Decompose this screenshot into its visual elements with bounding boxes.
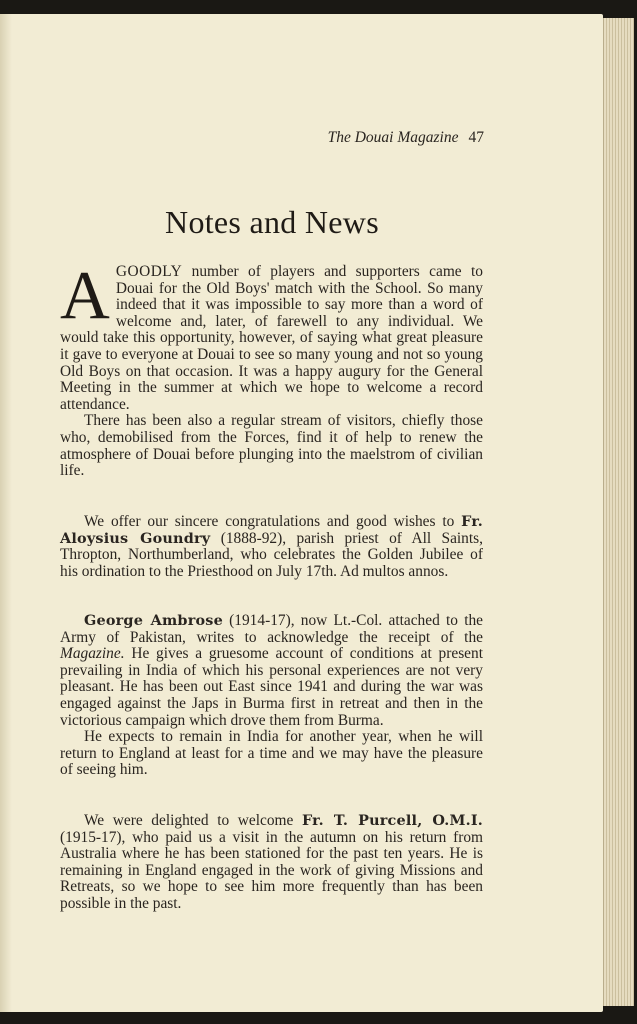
lead-word: GOODLY [115, 263, 183, 280]
paragraph-text: He gives a gruesome account of conditions at present prevailing in India of which his personal experiences are not very pleasant. He has been out East since 1941 and during the war was engaged against the Japs in Burma first in retreat and then in the victorious campaign which drove them from Burma. [60, 645, 483, 729]
paragraph-text: (1915-17), who paid us a visit in the autumn on his return from Australia where he has been stationed for the past ten years. He is remaining in England engaged in the work of giving Missions and Retreats, so we hope to see him more frequently than has been possible in the past. [60, 828, 483, 912]
section-old-boys-match [60, 257, 483, 480]
paragraph-text: (1888-92), parish priest of All Saints, Thropton, Northumberland, who celebrates the Golden Jubilee of his ordination to the Priesthood on July 17th. Ad multos annos. [60, 529, 483, 580]
paragraph-text: We offer our sincere congratulations and good wishes to [84, 513, 462, 530]
section-purcell-visit [60, 813, 483, 913]
section-george-ambrose [60, 613, 483, 779]
magazine-name: The Douai Magazine [327, 129, 459, 146]
paragraph-text: We were delighted to welcome [84, 812, 302, 829]
paragraph: There has been also a regular stream of visitors, chiefly those who, demobilised from the Forces, find it of help to renew the atmosphere of Douai before plunging into the maelstrom of civilian life. [60, 412, 483, 480]
paragraph-text: number of players and supporters came to Douai for the Old Boys' match with the School. So many indeed that it was impossible to say more than a word of welcome and, later, of farewell to any individual. We would take this opportunity, however, of saying what great pleasure it gave to everyone at Douai to see so many young and not so young Old Boys on that occasion. It was a happy augury for the General Meeting in the summer at which we hope to welcome a record attendance. [60, 263, 483, 413]
page-number: 47 [468, 129, 484, 146]
paragraph-text: (1914-17), now Lt.-Col. attached to the Army of Pakistan, writes to acknowledge the receipt of the [60, 612, 484, 646]
magazine-reference: Magazine. [60, 645, 125, 663]
running-head [300, 129, 484, 147]
paragraph: He expects to remain in India for another year, when he will return to England at least for a time and we may have the pleasure of seeing him. [60, 728, 483, 779]
section-goundry-jubilee [60, 514, 483, 580]
paragraph [60, 514, 483, 580]
paragraph [60, 813, 483, 913]
paragraph [60, 613, 483, 729]
person-name: Fr. Aloysius Goundry [60, 513, 483, 547]
person-name: Fr. T. Purcell, O.M.I. [302, 812, 483, 829]
drop-cap: A [60, 257, 110, 333]
person-name: George Ambrose [84, 612, 223, 629]
page-title: Notes and News [165, 204, 379, 240]
book-page-edges [603, 18, 634, 1006]
page-gutter [0, 14, 12, 1012]
paragraph [60, 257, 483, 413]
